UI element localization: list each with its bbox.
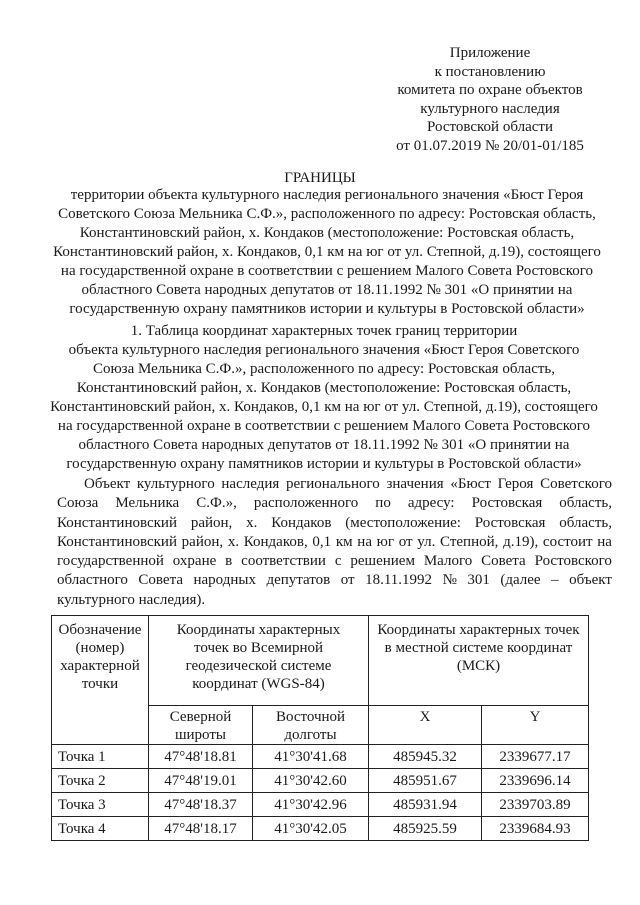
table-heading-line: объекта культурного наследия регионального значения «Бюст Героя Советского (68, 342, 580, 358)
paragraph-word: с (334, 553, 342, 570)
heading-line: Константиновский район, х. Кондаков (местоположение: Ростовская область, (79, 225, 575, 241)
paragraph-word: областного (57, 572, 128, 589)
header-point: Обозначение (номер) характерной точки (52, 616, 149, 745)
paragraph-line (57, 552, 612, 571)
table-heading-line: 1. Таблица координат характерных точек границ территории (130, 323, 518, 339)
appendix-line: комитета по охране объектов (397, 82, 583, 99)
east-cell: 41°30'42.05 (253, 817, 369, 841)
paragraph-word: Союза (57, 495, 99, 512)
y-cell: 2339684.93 (482, 817, 589, 841)
appendix-line: культурного наследия (420, 100, 560, 117)
header-east: Восточной долготы (253, 706, 369, 745)
paragraph-word: район, (190, 514, 233, 531)
paragraph-word: Объект (84, 476, 131, 492)
paragraph-word: Мельника (115, 495, 180, 512)
point-cell: Точка 1 (52, 745, 149, 769)
paragraph-word: Совета (138, 572, 183, 589)
paragraph-word: от (398, 533, 413, 550)
y-cell: 2339696.14 (482, 769, 589, 793)
table-heading-line: областного Совета народных депутатов от 18.11.1992 № 301 «О принятии на (78, 437, 570, 453)
x-cell: 485931.94 (369, 793, 482, 817)
paragraph-word: область, (559, 514, 612, 531)
paragraph-line (57, 514, 612, 533)
appendix-line: Приложение (449, 45, 531, 61)
table-heading-line: Константиновский район, х. Кондаков, 0,1 км на юг от ул. Степной, д.19), состоящего (50, 399, 598, 415)
paragraph-word: охране (172, 553, 217, 570)
table-heading-line: Константиновский район, х. Кондаков (местоположение: Ростовская область, (76, 380, 572, 396)
paragraph-word: государственной (57, 553, 164, 570)
paragraph-word: объект (569, 572, 612, 589)
paragraph-word: на (597, 533, 612, 550)
heading-line: на государственной охране в соответствии с решением Малого Совета Ростовского (60, 263, 594, 279)
paragraph-word: Константиновский (57, 514, 177, 531)
header-y: Y (482, 706, 589, 745)
north-cell: 47°48'18.81 (149, 745, 253, 769)
east-cell: 41°30'42.96 (253, 793, 369, 817)
paragraph-word: район, (181, 533, 224, 550)
paragraph-word: Кондаков, (243, 533, 308, 550)
paragraph-word: по (375, 495, 391, 512)
table-row (52, 769, 589, 793)
table-row (52, 745, 589, 769)
paragraph-word: Константиновский (57, 533, 177, 550)
header-wgs: Координаты характерных точек во Всемирной геодезической системе координат (WGS-84) (149, 616, 369, 706)
north-cell: 47°48'19.01 (149, 769, 253, 793)
paragraph-word: Степной, (440, 533, 499, 550)
paragraph-word: решением (350, 553, 415, 570)
point-cell: Точка 2 (52, 769, 149, 793)
heading-line: Константиновский район, х. Кондаков, 0,1 км на юг от ул. Степной, д.19), состоящего (53, 244, 601, 260)
paragraph-word: (далее (500, 572, 541, 589)
header-x: X (369, 706, 482, 745)
paragraph-line: культурного наследия). (57, 591, 206, 608)
heading-line: областного Совета народных депутатов от 18.11.1992 № 301 «О принятии на (81, 282, 573, 298)
paragraph-word: С.Ф.», (196, 495, 237, 512)
paragraph-word: Совета (481, 553, 526, 570)
paragraph-word: ул. (417, 533, 436, 550)
paragraph-word: Ростовского (534, 553, 612, 570)
paragraph-word: – (551, 572, 559, 589)
paragraph-word: Ростовская (471, 495, 543, 512)
paragraph-word: «Бюст (450, 476, 491, 492)
paragraph-word: х. (246, 514, 258, 531)
paragraph-word: д.19), (503, 533, 539, 550)
paragraph-line (57, 475, 612, 494)
heading-line: территории объекта культурного наследия регионального значения «Бюст Героя (70, 187, 584, 203)
paragraph-word: 18.11.1992 (365, 572, 433, 589)
east-cell: 41°30'42.60 (253, 769, 369, 793)
appendix-line: к постановлению (434, 63, 546, 80)
document-heading (48, 186, 606, 319)
paragraph-word: значения (386, 476, 444, 492)
paragraph-word: юг (376, 533, 395, 550)
x-cell: 485945.32 (369, 745, 482, 769)
appendix-line: от 01.07.2019 № 20/01-01/185 (396, 137, 584, 154)
east-cell: 41°30'41.68 (253, 745, 369, 769)
paragraph-word: Малого (423, 553, 473, 570)
paragraph-word: в (225, 553, 233, 570)
header-north: Северной широты (149, 706, 253, 745)
point-cell: Точка 3 (52, 793, 149, 817)
header-msk: Координаты характерных точек в местной системе координат (МСК) (369, 616, 589, 706)
table-heading-line: на государственной охране в соответствии с решением Малого Совета Ростовского (57, 418, 591, 434)
paragraph-word: соответствии (241, 553, 326, 570)
paragraph-word: на (357, 533, 372, 550)
paragraph-word: расположенного (253, 495, 359, 512)
paragraph-word: км (335, 533, 353, 550)
table-row (52, 817, 589, 841)
paragraph-word: депутатов (266, 572, 331, 589)
paragraph-word: от (340, 572, 355, 589)
coordinates-table (51, 615, 589, 841)
paragraph-word: адресу: (407, 495, 455, 512)
paragraph-word: (местоположение: (345, 514, 461, 531)
paragraph-word: 0,1 (312, 533, 332, 550)
y-cell: 2339677.17 (482, 745, 589, 769)
paragraph-line (57, 533, 612, 552)
north-cell: 47°48'18.37 (149, 793, 253, 817)
table-heading-line: государственную охрану памятников истории и культуры в Ростовской области» (66, 456, 582, 472)
table-heading-line: Союза Мельника С.Ф.», расположенного по адресу: Ростовская область, (92, 361, 556, 377)
paragraph-word: народных (193, 572, 256, 589)
object-description (57, 475, 612, 610)
heading-line: государственную охрану памятников истории и культуры в Ростовской области» (69, 301, 585, 317)
paragraph-word: культурного (136, 476, 215, 492)
paragraph-word: х. (227, 533, 240, 550)
paragraph-word: Ростовская (474, 514, 546, 531)
paragraph-word: Кондаков (271, 514, 332, 531)
paragraph-word: 301 (467, 572, 490, 589)
document-title: ГРАНИЦЫ (284, 170, 356, 186)
paragraph-word: № (442, 572, 457, 589)
x-cell: 485925.59 (369, 817, 482, 841)
y-cell: 2339703.89 (482, 793, 589, 817)
paragraph-line (57, 571, 612, 590)
north-cell: 47°48'18.17 (149, 817, 253, 841)
x-cell: 485951.67 (369, 769, 482, 793)
paragraph-word: область, (559, 495, 612, 512)
paragraph-word: Советского (540, 476, 612, 492)
appendix-line: Ростовской области (427, 119, 553, 136)
paragraph-word: наследия (221, 476, 280, 492)
point-cell: Точка 4 (52, 817, 149, 841)
paragraph-word: Героя (497, 476, 534, 492)
appendix-block (380, 44, 600, 156)
heading-line: Советского Союза Мельника С.Ф.», расположенного по адресу: Ростовская область, (58, 206, 596, 222)
paragraph-word: состоит (542, 533, 593, 550)
paragraph-word: регионального (285, 476, 380, 492)
table-heading (36, 322, 612, 474)
table-row (52, 793, 589, 817)
paragraph-line (57, 494, 612, 513)
